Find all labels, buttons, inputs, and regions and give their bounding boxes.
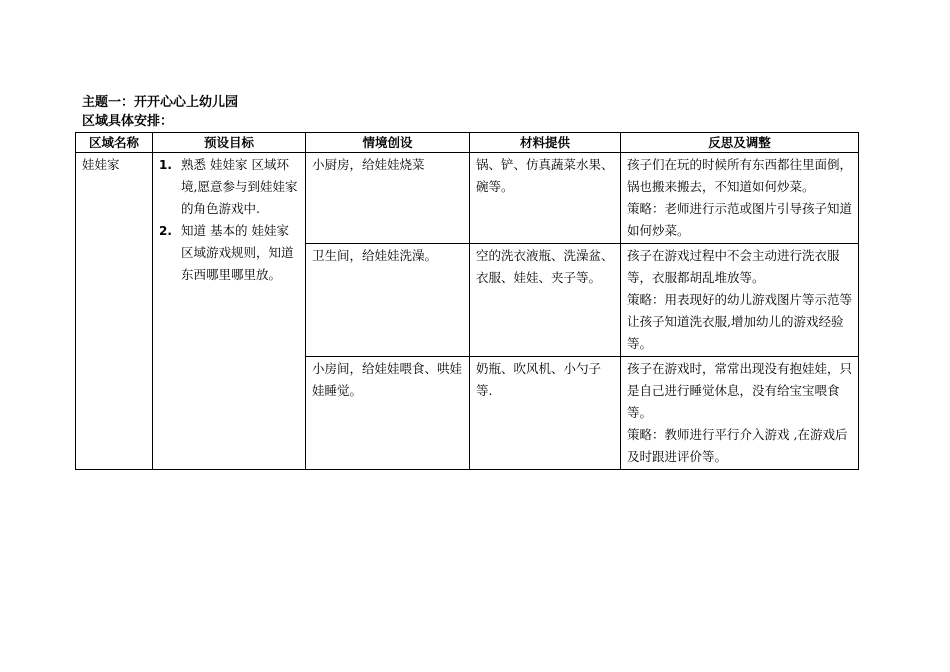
goal-number: 1. bbox=[159, 158, 172, 172]
header-scenario: 情境创设 bbox=[306, 133, 470, 153]
strategy-text: 策略：教师进行平行介入游戏 ,在游戏后及时跟进评价等。 bbox=[627, 427, 848, 464]
goals-cell bbox=[153, 153, 306, 470]
header-reflection: 反思及调整 bbox=[621, 133, 859, 153]
materials-cell: 空的洗衣液瓶、洗澡盆、衣服、娃娃、夹子等。 bbox=[470, 244, 621, 357]
reflection-text: 孩子在游戏时，常常出现没有抱娃娃，只是自己进行睡觉休息，没有给宝宝喂食等。 bbox=[627, 361, 853, 420]
scenario-cell: 卫生间，给娃娃洗澡。 bbox=[306, 244, 470, 357]
goals-list bbox=[159, 154, 300, 286]
strategy-text: 策略：用表现好的幼儿游戏图片等示范等让孩子知道洗衣服,增加幼儿的游戏经验等。 bbox=[627, 292, 853, 351]
reflection-cell bbox=[621, 153, 859, 244]
reflection-cell bbox=[621, 244, 859, 357]
document-title: 主题一：开开心心上幼儿园 bbox=[82, 95, 239, 110]
header-area-name: 区域名称 bbox=[76, 133, 153, 153]
reflection-cell bbox=[621, 357, 859, 470]
goal-item bbox=[159, 154, 300, 220]
reflection-text: 孩子在游戏过程中不会主动进行洗衣服等，衣服都胡乱堆放等。 bbox=[627, 248, 840, 285]
goal-text: 知道 基本的 娃娃家 区域游戏规则，知道东西哪里哪里放。 bbox=[181, 223, 294, 282]
area-plan-table bbox=[75, 132, 859, 470]
section-subtitle: 区域具体安排： bbox=[82, 114, 174, 129]
goal-text: 熟悉 娃娃家 区域环境,愿意参与到娃娃家的角色游戏中. bbox=[181, 157, 298, 216]
strategy-text: 策略：老师进行示范或图片引导孩子知道如何炒菜。 bbox=[627, 201, 853, 238]
header-goals: 预设目标 bbox=[153, 133, 306, 153]
goal-item bbox=[159, 220, 300, 286]
goal-number: 2. bbox=[159, 224, 172, 238]
table-header-row bbox=[76, 133, 859, 153]
header-materials: 材料提供 bbox=[470, 133, 621, 153]
materials-cell: 锅、铲、仿真蔬菜水果、碗等。 bbox=[470, 153, 621, 244]
table-row bbox=[76, 153, 859, 244]
scenario-cell: 小房间，给娃娃喂食、哄娃娃睡觉。 bbox=[306, 357, 470, 470]
area-name-cell: 娃娃家 bbox=[76, 153, 153, 470]
scenario-cell: 小厨房，给娃娃烧菜 bbox=[306, 153, 470, 244]
reflection-text: 孩子们在玩的时候所有东西都往里面倒，锅也搬来搬去，不知道如何炒菜。 bbox=[627, 157, 853, 194]
materials-cell: 奶瓶、吹风机、小勺子等. bbox=[470, 357, 621, 470]
